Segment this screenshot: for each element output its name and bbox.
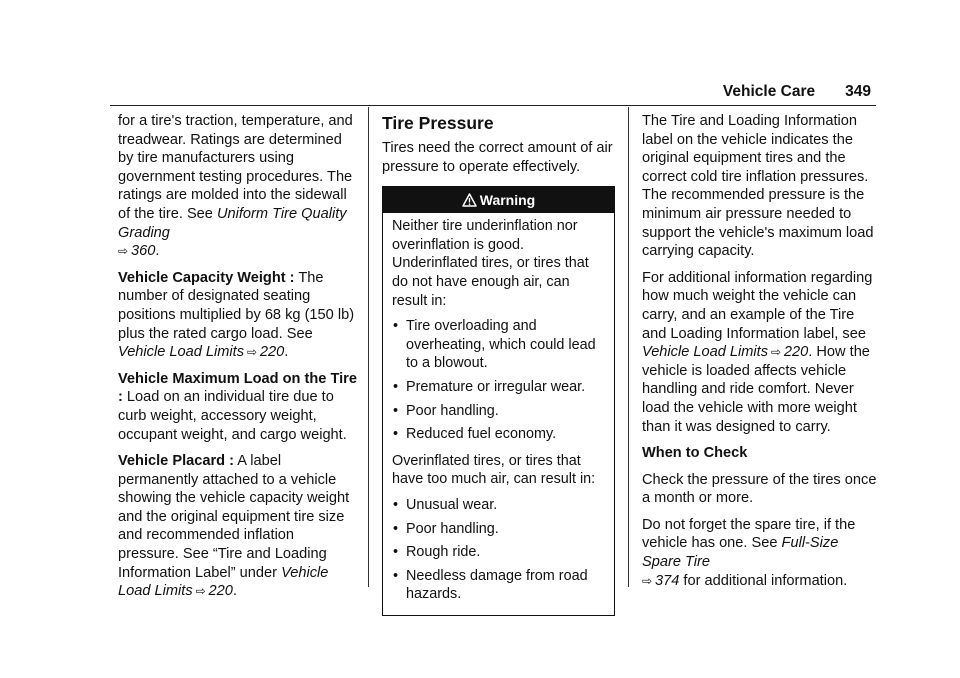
bullet-icon: • — [393, 318, 399, 335]
page-reference-link[interactable]: 360 — [130, 243, 156, 260]
paragraph-traction: for a tire's traction, temperature, and treadwear. Ratings are determined by tire manufacturers using government testing procedures. The ratings are molded into the sidewall of the tire. See Uniform Tire Quality Grading ⇨ 360. — [118, 113, 353, 260]
warning-body — [383, 213, 614, 615]
page-reference-link[interactable]: 220 — [208, 583, 233, 600]
column-1 — [118, 112, 358, 609]
bullet-icon: • — [393, 426, 399, 443]
cross-reference-link[interactable]: Uniform Tire Quality Grading — [118, 205, 347, 241]
list-item: • Premature or irregular wear. — [393, 378, 586, 395]
bullet-icon: • — [393, 378, 399, 395]
bullet-icon: • — [393, 520, 399, 537]
list-item: • Unusual wear. — [393, 496, 498, 513]
paragraph-check-pressure: Check the pressure of the tires once a month or more. — [642, 471, 877, 507]
subheading-when-to-check: When to Check — [642, 445, 748, 462]
header-rule — [110, 105, 876, 106]
warning-header — [383, 187, 614, 213]
definition-vehicle-placard: Vehicle Placard : A label permanently attached to a vehicle showing the vehicle capacity weight and the original equipment tire size and recommended inflation pressure. See “Tire and Loading Information Label” under Vehicle Load Limits ⇨ 220. — [118, 453, 350, 600]
section-heading: Tire Pressure — [382, 113, 494, 133]
cross-reference-link[interactable]: Vehicle Load Limits — [118, 564, 329, 600]
bullet-icon: • — [393, 567, 399, 584]
reference-arrow-icon: ⇨ — [246, 345, 257, 360]
paragraph-spare-tire: Do not forget the spare tire, if the vehicle has one. See Full-Size Spare Tire ⇨ 374 for additional information. — [642, 516, 856, 589]
column-divider-1 — [368, 107, 369, 587]
term-label: Vehicle Maximum Load on the Tire : — [118, 370, 357, 406]
page-reference-link[interactable]: 220 — [259, 344, 285, 361]
reference-arrow-icon: ⇨ — [195, 584, 206, 599]
bullet-icon: • — [393, 402, 399, 419]
list-item: • Poor handling. — [393, 520, 499, 537]
cross-reference-link[interactable]: Vehicle Load Limits — [642, 344, 769, 361]
paragraph-label-info: The Tire and Loading Information label on the vehicle indicates the original equipment tires and the correct cold tire inflation pressures. The recommended pressure is the minimum air pressure needed to support the vehicle's maximum load carrying capacity. — [642, 113, 874, 260]
reference-arrow-icon: ⇨ — [770, 345, 781, 360]
section-title: Vehicle Care — [722, 83, 816, 100]
term-label: Vehicle Capacity Weight : — [118, 269, 295, 286]
bullet-icon: • — [393, 496, 399, 513]
warning-triangle-icon — [462, 193, 477, 207]
warning-paragraph: Neither tire underinflation nor overinflation is good. Underinflated tires, or tires that do not have enough air, can result in: — [392, 218, 589, 309]
page-reference-link[interactable]: 220 — [783, 344, 809, 361]
list-item: • Poor handling. — [393, 402, 499, 419]
reference-arrow-icon: ⇨ — [642, 573, 653, 588]
column-2 — [382, 112, 614, 616]
page-reference-link[interactable]: 374 — [654, 572, 680, 589]
overinflation-list — [392, 496, 606, 604]
list-item: • Needless damage from road hazards. — [393, 567, 588, 603]
page-number: 349 — [845, 83, 871, 100]
list-item: • Reduced fuel economy. — [393, 426, 557, 443]
term-label: Vehicle Placard : — [118, 453, 235, 470]
cross-reference-link[interactable]: Full-Size Spare Tire — [642, 535, 839, 571]
intro-paragraph: Tires need the correct amount of air pressure to operate effectively. — [382, 140, 613, 175]
warning-title: Warning — [479, 192, 536, 209]
definition-capacity-weight: Vehicle Capacity Weight : The number of designated seating positions multiplied by 68 kg (150 lb) plus the rated cargo load. See Vehicle Load Limits ⇨ 220. — [118, 269, 355, 361]
column-3 — [642, 112, 880, 598]
definition-maximum-load: Vehicle Maximum Load on the Tire : Load on an individual tire due to curb weight, accessory weight, occupant weight, and cargo weight. — [118, 370, 357, 443]
list-item: • Tire overloading and overheating, which could lead to a blowout. — [393, 318, 596, 372]
list-item: • Rough ride. — [393, 544, 481, 561]
page-header — [723, 83, 871, 101]
warning-paragraph: Overinflated tires, or tires that have too much air, can result in: — [392, 452, 596, 488]
column-divider-2 — [628, 107, 629, 587]
paragraph-additional-info: For additional information regarding how much weight the vehicle can carry, and an example of the Tire and Loading Information label, see Vehicle Load Limits ⇨ 220. How the vehicle is loaded affects vehicle handling and ride comfort. Never load the vehicle with more weight than it was designed to carry. — [642, 269, 873, 435]
cross-reference-link[interactable]: Vehicle Load Limits — [118, 344, 245, 361]
reference-arrow-icon: ⇨ — [118, 244, 129, 259]
underinflation-list — [392, 317, 606, 444]
bullet-icon: • — [393, 544, 399, 561]
warning-box — [382, 186, 615, 616]
